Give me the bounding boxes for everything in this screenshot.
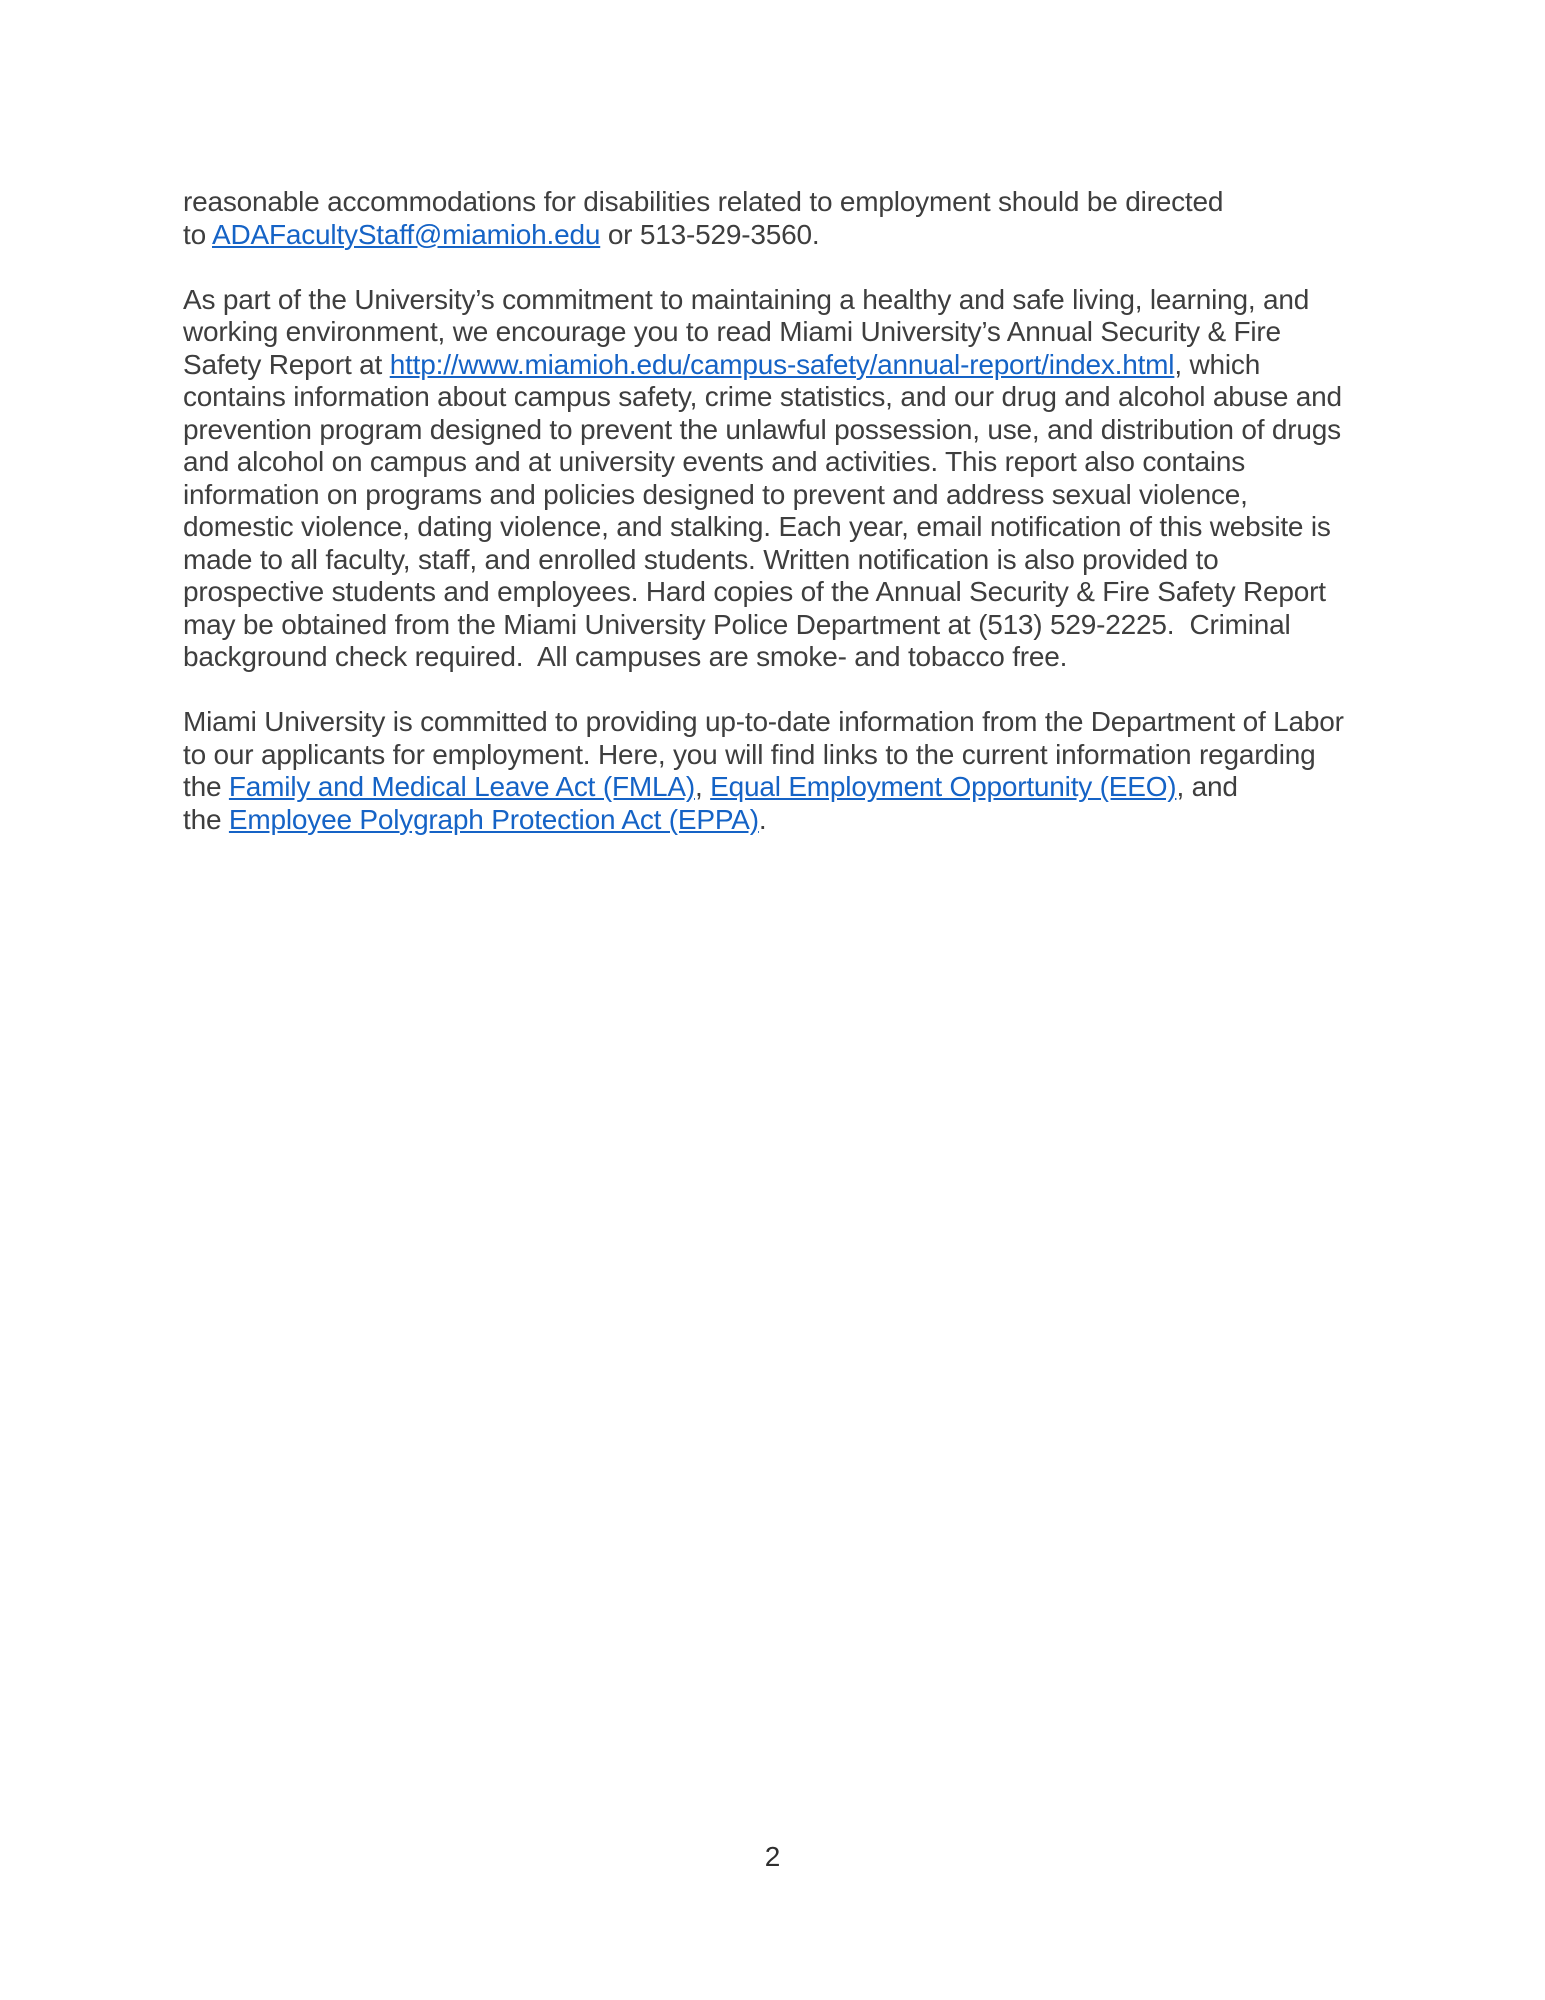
document-content [183, 186, 1423, 869]
text-line [183, 609, 1423, 642]
text-run: the [183, 803, 229, 835]
text-run: information on programs and policies designed to prevent and address sexual violence, [183, 478, 1248, 510]
text-run: made to all faculty, staff, and enrolled students. Written notification is also provided to [183, 543, 1219, 575]
text-run: As part of the University’s commitment to maintaining a healthy and safe living, learning, and [183, 283, 1310, 315]
text-line [183, 804, 1423, 837]
text-run: domestic violence, dating violence, and stalking. Each year, email notification of this website is [183, 511, 1331, 542]
text-run: Safety Report at [183, 348, 390, 380]
text-run: to our applicants for employment. Here, you will find links to the current information regarding [183, 738, 1316, 770]
text-line [183, 544, 1423, 577]
text-line [183, 706, 1423, 739]
text-run: working environment, we encourage you to read Miami University’s Annual Security & Fire [183, 316, 1281, 347]
text-line [183, 446, 1423, 479]
eppa-link[interactable]: Employee Polygraph Protection Act (EPPA) [228, 803, 759, 835]
ada-email-link[interactable]: ADAFacultyStaff@miamioh.edu [212, 218, 601, 250]
text-run: prevention program designed to prevent the unlawful possession, use, and distribution of drugs [183, 413, 1341, 445]
text-run: , [694, 771, 711, 802]
text-run: and alcohol on campus and at university events and activities. This report also contains [183, 446, 1246, 477]
text-run: Miami University is committed to providing up-to-date information from the Department of Labor [183, 706, 1344, 737]
text-line [183, 219, 1423, 252]
text-run: to [183, 218, 212, 250]
text-line [183, 511, 1423, 544]
text-line [183, 284, 1423, 317]
text-line [183, 641, 1423, 674]
text-line [183, 316, 1423, 349]
text-line [183, 771, 1423, 804]
text-run: , and [1176, 771, 1238, 802]
text-run: the [183, 771, 229, 802]
text-line [183, 414, 1423, 447]
text-line [183, 739, 1423, 772]
text-run: background check required. All campuses are smoke- and tobacco free. [183, 641, 1068, 672]
text-run: reasonable accommodations for disabilities related to employment should be directed [183, 186, 1224, 217]
paragraph-labor-links [183, 706, 1423, 836]
text-run: , which [1174, 348, 1261, 380]
text-line [183, 576, 1423, 609]
annual-report-link[interactable]: http://www.miamioh.edu/campus-safety/annual-report/index.html [389, 348, 1175, 380]
page-number: 2 [764, 1841, 781, 1872]
text-run: prospective students and employees. Hard copies of the Annual Security & Fire Safety Report [183, 576, 1326, 607]
text-line [183, 349, 1423, 382]
text-run: contains information about campus safety, crime statistics, and our drug and alcohol abuse and [183, 381, 1342, 412]
text-run: may be obtained from the Miami University Police Department at (513) 529-2225. Criminal [183, 608, 1291, 640]
eeo-link[interactable]: Equal Employment Opportunity (EEO) [710, 771, 1177, 802]
text-line [183, 479, 1423, 512]
text-run: . [758, 803, 767, 835]
fmla-link[interactable]: Family and Medical Leave Act (FMLA) [228, 771, 695, 802]
paragraph-security-report [183, 284, 1423, 674]
text-line [183, 381, 1423, 414]
text-run: or 513-529-3560. [600, 218, 820, 250]
text-line [183, 186, 1423, 219]
paragraph-accommodations [183, 186, 1423, 251]
